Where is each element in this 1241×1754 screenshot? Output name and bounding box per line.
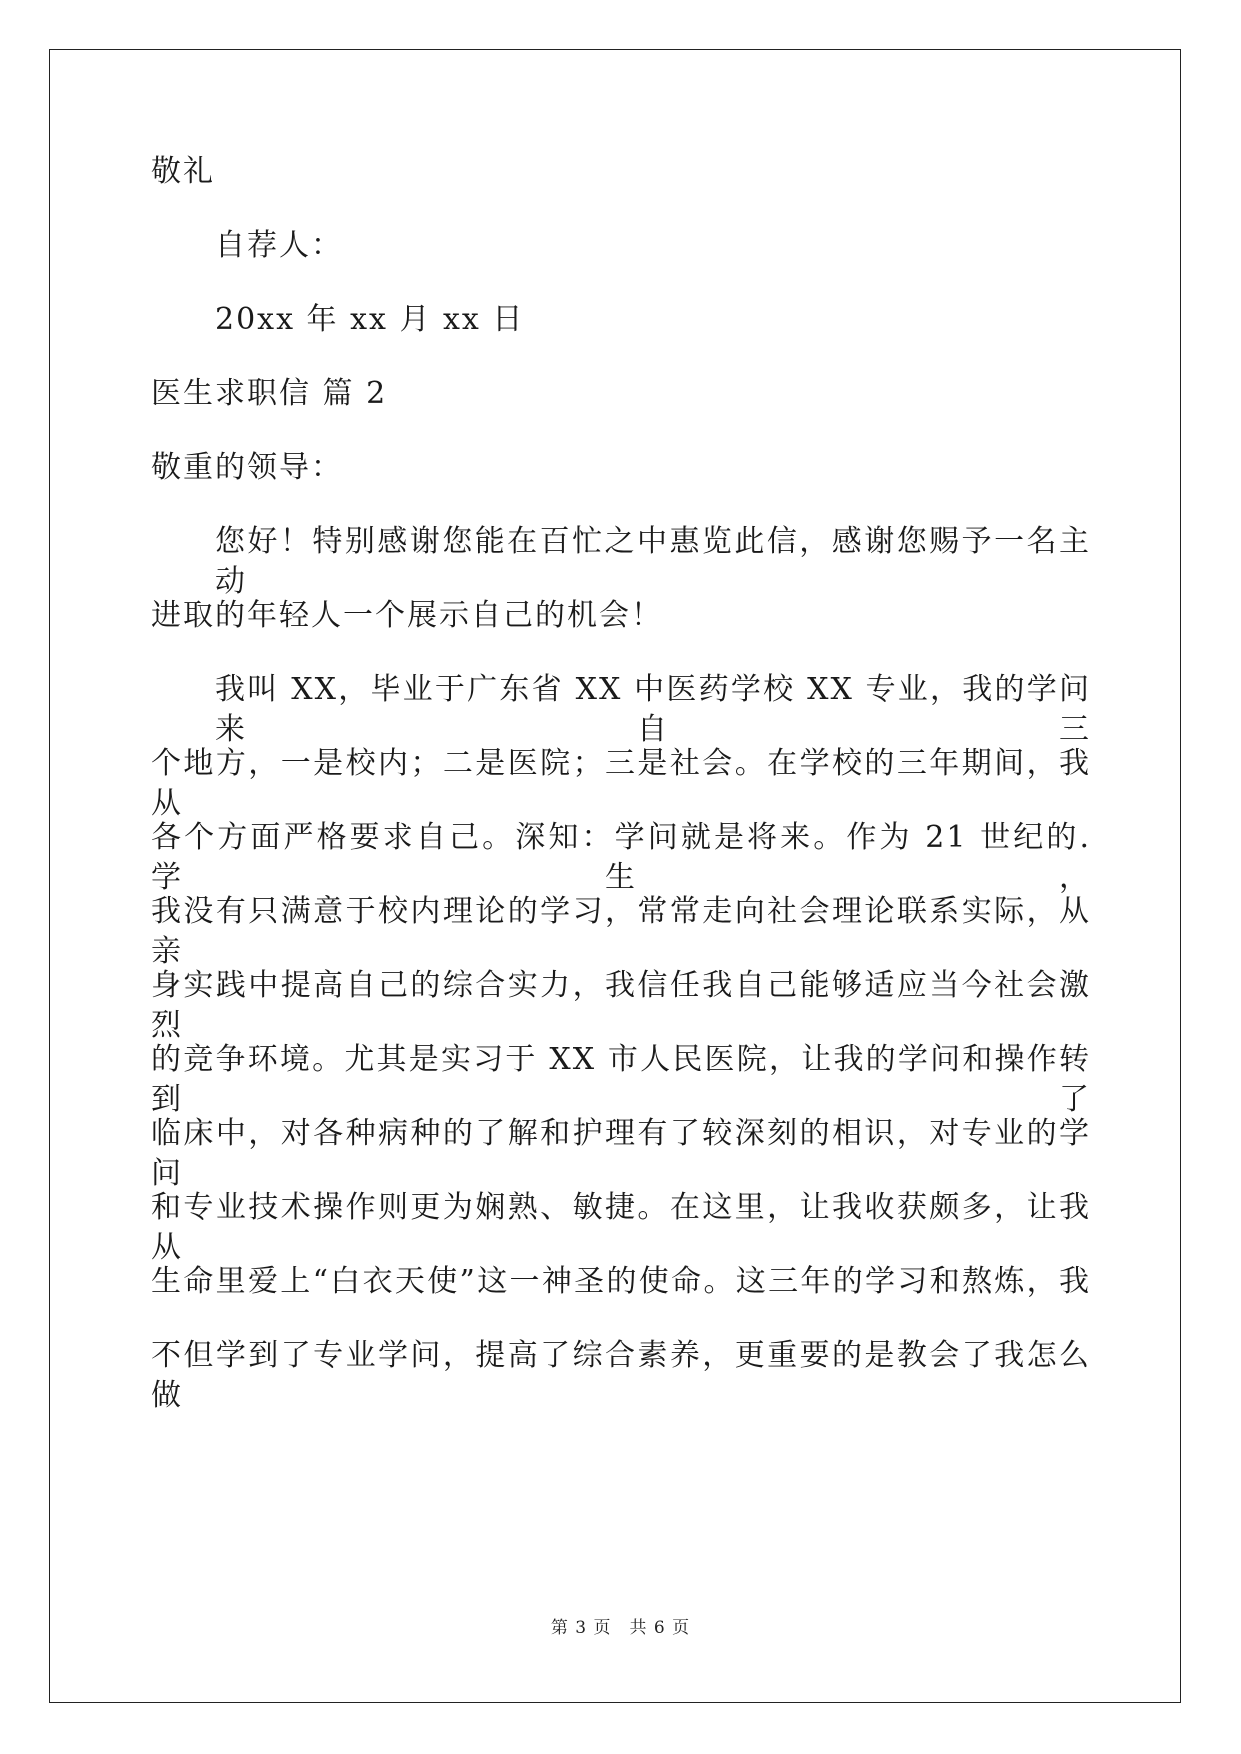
page-footer — [0, 1613, 1241, 1638]
paragraph-line: 临床中，对各种病种的了解和护理有了较深刻的相识，对专业的学问 — [151, 1116, 1091, 1191]
salutation: 敬重的领导： — [151, 450, 343, 485]
paragraph-line: 个地方，一是校内；二是医院；三是社会。在学校的三年期间，我从 — [151, 746, 1091, 821]
paragraph-line: 各个方面严格要求自己。深知：学问就是将来。作为 21 世纪的.学生， — [151, 820, 1091, 895]
paragraph-line: 进取的年轻人一个展示自己的机会！ — [151, 598, 663, 633]
paragraph-line: 不但学到了专业学问，提高了综合素养，更重要的是教会了我怎么做 — [151, 1338, 1091, 1413]
page-number: 第 3 页 — [550, 1618, 612, 1638]
paragraph-line: 我叫 XX，毕业于广东省 XX 中医药学校 XX 专业，我的学问来自三 — [215, 672, 1091, 747]
paragraph-line: 您好！特别感谢您能在百忙之中惠览此信，感谢您赐予一名主动 — [215, 524, 1091, 599]
signature-label: 自荐人： — [215, 228, 343, 263]
paragraph-line: 和专业技术操作则更为娴熟、敏捷。在这里，让我收获颇多，让我从 — [151, 1190, 1091, 1265]
paragraph-line: 生命里爱上“白衣天使”这一神圣的使命。这三年的学习和熬炼，我 — [151, 1264, 1091, 1299]
paragraph-line: 身实践中提高自己的综合实力，我信任我自己能够适应当今社会激烈 — [151, 968, 1091, 1043]
section-title: 医生求职信 篇 2 — [151, 376, 388, 411]
paragraph-line: 我没有只满意于校内理论的学习，常常走向社会理论联系实际，从亲 — [151, 894, 1091, 969]
total-pages: 共 6 页 — [629, 1618, 691, 1638]
paragraph-line: 的竞争环境。尤其是实习于 XX 市人民医院，让我的学问和操作转到了 — [151, 1042, 1091, 1117]
closing: 敬礼 — [151, 154, 215, 189]
date-line: 20xx 年 xx 月 xx 日 — [215, 302, 525, 337]
